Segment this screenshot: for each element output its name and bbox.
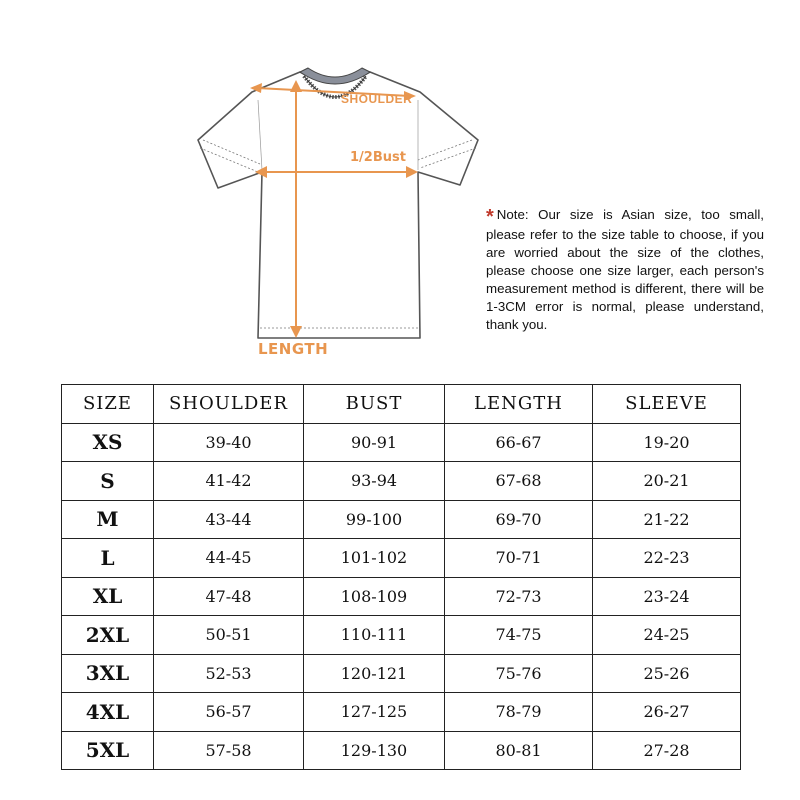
size-cell: XS [62,423,154,462]
header-size: SIZE [62,385,154,424]
shoulder-cell: 39-40 [154,423,304,462]
sleeve-cell: 24-25 [593,616,741,655]
sleeve-cell: 21-22 [593,500,741,539]
shoulder-label: SHOULDER [341,92,413,106]
table-row [62,500,741,539]
header-bust: BUST [304,385,445,424]
table-row [62,539,741,578]
size-cell: L [62,539,154,578]
shoulder-cell: 43-44 [154,500,304,539]
bust-cell: 101-102 [304,539,445,578]
sleeve-cell: 22-23 [593,539,741,578]
tshirt-diagram [190,60,490,360]
sleeve-cell: 20-21 [593,462,741,501]
length-cell: 78-79 [445,693,593,732]
length-cell: 72-73 [445,577,593,616]
table-row [62,462,741,501]
shoulder-cell: 56-57 [154,693,304,732]
size-cell: M [62,500,154,539]
length-cell: 69-70 [445,500,593,539]
shoulder-cell: 57-58 [154,731,304,770]
size-table [61,384,741,770]
note-text: Note: Our size is Asian size, too small, please refer to the size table to choose, if you are worried about the size of the clothes, please choose one size larger, each person's measurement method is different, there will be 1-3CM error is normal, please understand, thank you. [486,207,764,332]
length-label: LENGTH [258,340,329,358]
size-cell: S [62,462,154,501]
sleeve-cell: 25-26 [593,654,741,693]
size-cell: 5XL [62,731,154,770]
size-cell: 2XL [62,616,154,655]
header-length: LENGTH [445,385,593,424]
table-row [62,616,741,655]
shoulder-cell: 52-53 [154,654,304,693]
shoulder-cell: 50-51 [154,616,304,655]
header-sleeve: SLEEVE [593,385,741,424]
table-header-row [62,385,741,424]
length-cell: 67-68 [445,462,593,501]
size-note [486,206,764,334]
asterisk-icon: * [486,206,494,228]
length-cell: 66-67 [445,423,593,462]
table-row [62,654,741,693]
tshirt-icon [190,60,490,360]
size-cell: 3XL [62,654,154,693]
bust-cell: 110-111 [304,616,445,655]
bust-cell: 99-100 [304,500,445,539]
length-cell: 75-76 [445,654,593,693]
header-shoulder: SHOULDER [154,385,304,424]
table-row [62,577,741,616]
sleeve-cell: 19-20 [593,423,741,462]
bust-cell: 120-121 [304,654,445,693]
bust-cell: 90-91 [304,423,445,462]
shoulder-cell: 44-45 [154,539,304,578]
bust-cell: 127-125 [304,693,445,732]
size-cell: 4XL [62,693,154,732]
bust-cell: 108-109 [304,577,445,616]
length-cell: 70-71 [445,539,593,578]
shoulder-cell: 41-42 [154,462,304,501]
bust-cell: 93-94 [304,462,445,501]
sleeve-cell: 23-24 [593,577,741,616]
sleeve-cell: 26-27 [593,693,741,732]
length-cell: 74-75 [445,616,593,655]
shoulder-cell: 47-48 [154,577,304,616]
table-row [62,731,741,770]
size-cell: XL [62,577,154,616]
bust-cell: 129-130 [304,731,445,770]
sleeve-cell: 27-28 [593,731,741,770]
table-row [62,423,741,462]
length-cell: 80-81 [445,731,593,770]
bust-label: 1/2Bust [350,150,406,165]
table-row [62,693,741,732]
